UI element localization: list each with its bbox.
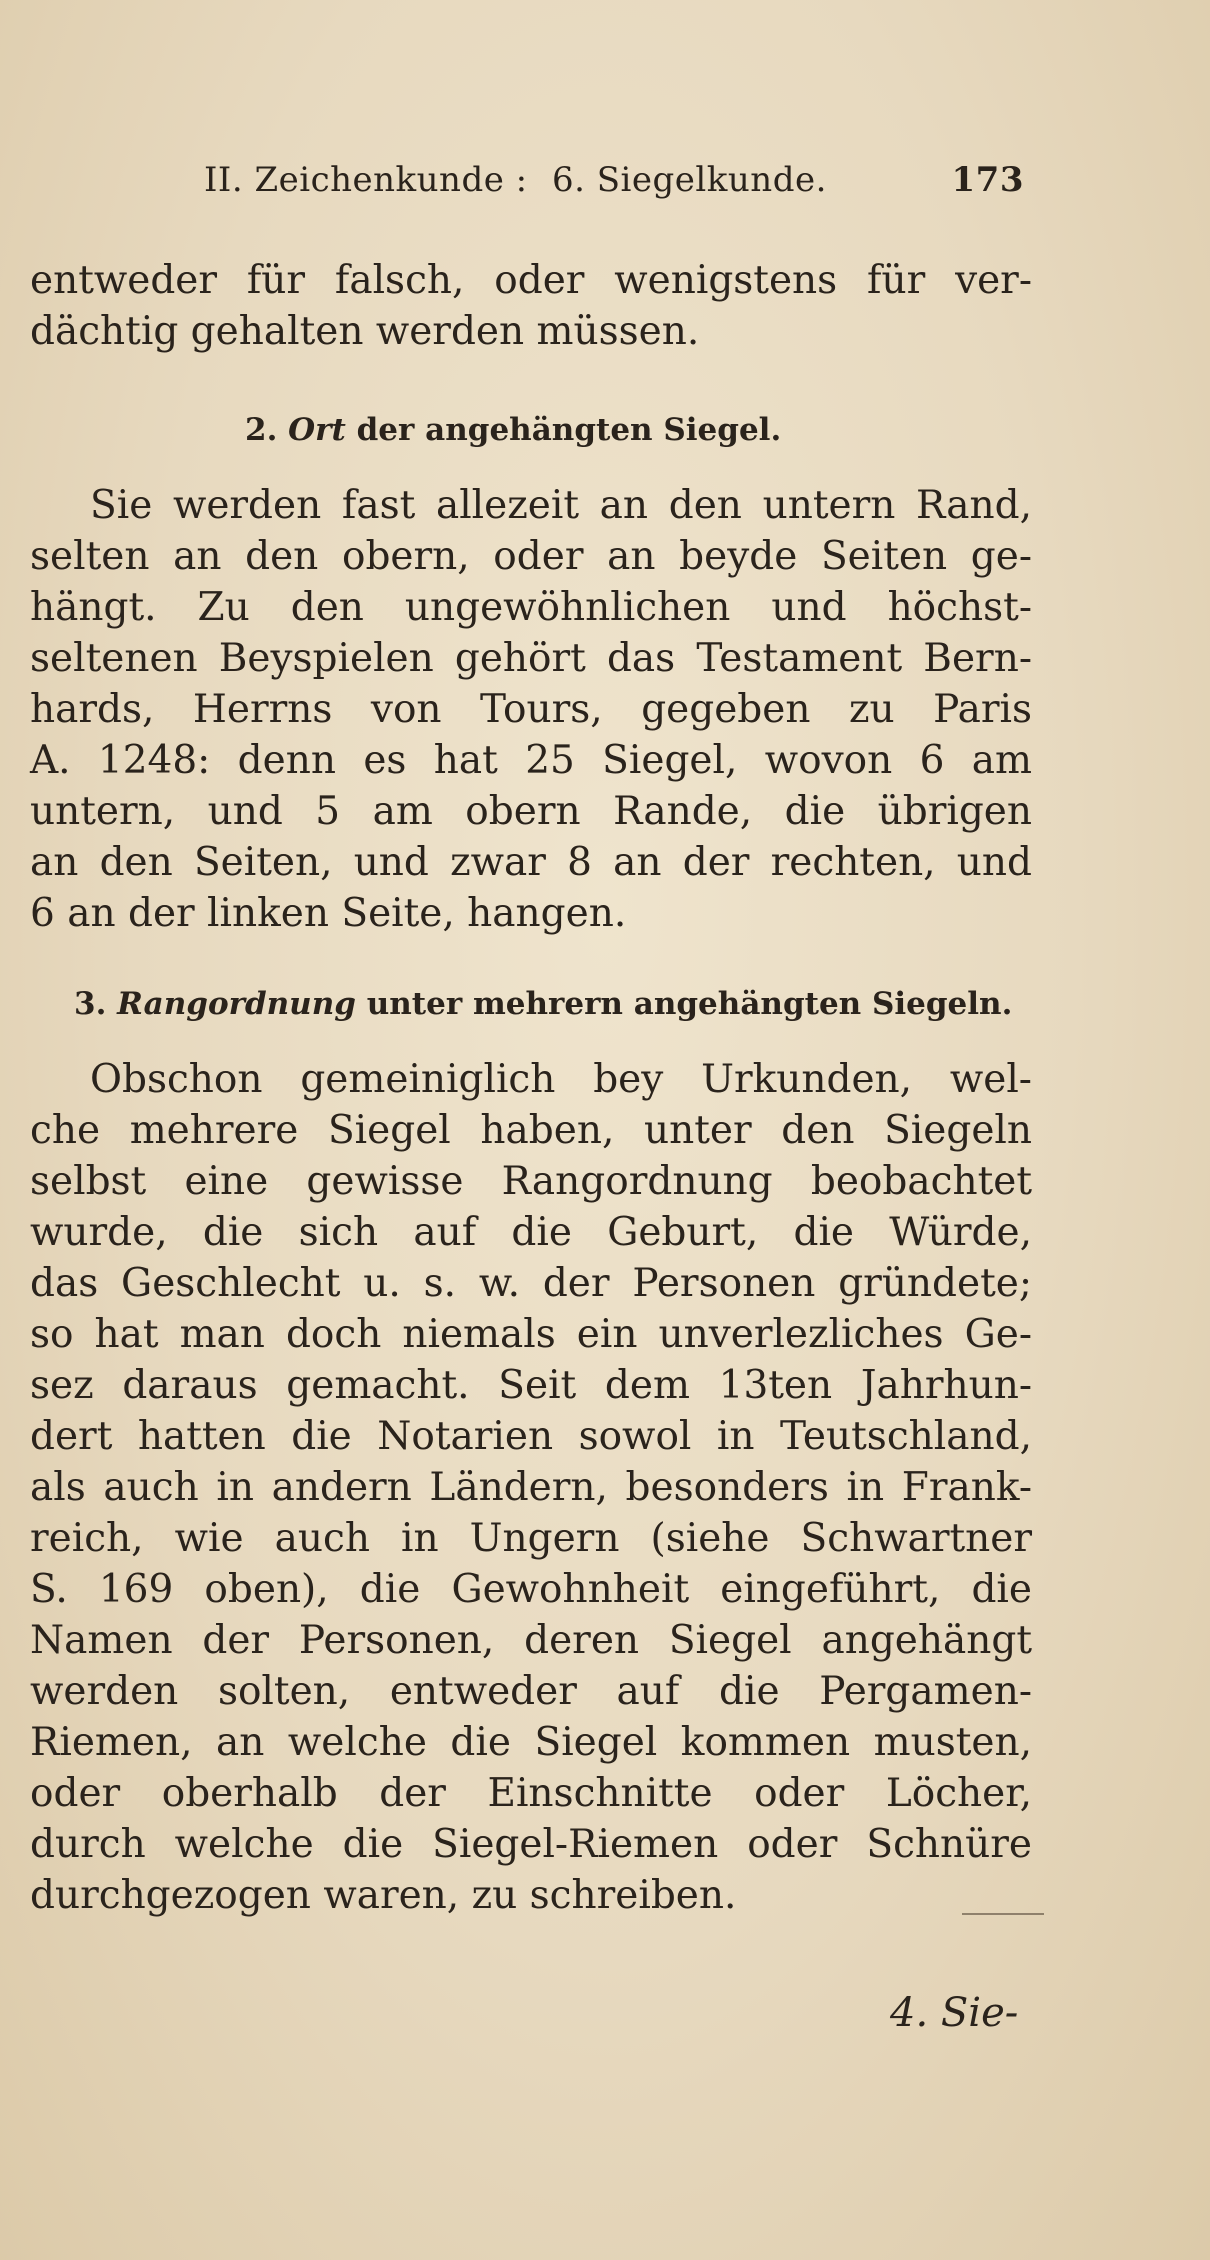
- text-line: 6 an der linken Seite, hangen.: [30, 891, 627, 936]
- catchword: 4. Sie-: [890, 1990, 1019, 2036]
- running-head-subsection: 6. Siegelkunde.: [552, 160, 827, 200]
- text-line: Sie werden fast allezeit an den untern Rand,: [90, 483, 1032, 528]
- section-title-rest: unter mehrern angehängten Siegeln.: [366, 986, 1013, 1022]
- section-heading-3: [74, 986, 1012, 1022]
- section-number: 3.: [74, 986, 107, 1022]
- text-line: das Geschlecht u. s. w. der Personen gründete;: [30, 1261, 1032, 1306]
- paragraph-2: [30, 480, 1032, 939]
- text-line: durchgezogen waren, zu schreiben.: [30, 1873, 737, 1918]
- text-line: dert hatten die Notarien sowol in Teutschland,: [30, 1414, 1032, 1459]
- section-title-rest: der angehängten Siegel.: [356, 412, 782, 448]
- text-line: selbst eine gewisse Rangordnung beobachtet: [30, 1159, 1032, 1204]
- text-line: S. 169 oben), die Gewohnheit eingeführt, die: [30, 1567, 1032, 1612]
- paragraph-3: [30, 1054, 1032, 1921]
- text-line: als auch in andern Ländern, besonders in Frank-: [30, 1465, 1032, 1510]
- running-head: [204, 160, 1024, 220]
- text-line: Namen der Personen, deren Siegel angehängt: [30, 1618, 1032, 1663]
- text-line: che mehrere Siegel haben, unter den Siegeln: [30, 1108, 1032, 1153]
- section-number: 2.: [245, 412, 278, 448]
- text-line: durch welche die Siegel-Riemen oder Schnüre: [30, 1822, 1032, 1867]
- text-line: dächtig gehalten werden müssen.: [30, 309, 700, 354]
- text-line: untern, und 5 am obern Rande, die übrigen: [30, 789, 1032, 834]
- section-title-italic: Ort: [288, 412, 346, 448]
- section-title-italic: Rangordnung: [117, 986, 356, 1022]
- text-line: hängt. Zu den ungewöhnlichen und höchst-: [30, 585, 1032, 630]
- text-line: oder oberhalb der Einschnitte oder Löcher,: [30, 1771, 1032, 1816]
- text-line: seltenen Beyspielen gehört das Testament Bern-: [30, 636, 1032, 681]
- section-heading-2: [245, 412, 781, 448]
- text-line: an den Seiten, und zwar 8 an der rechten, und: [30, 840, 1032, 885]
- text-line: wurde, die sich auf die Geburt, die Würde,: [30, 1210, 1032, 1255]
- text-line: werden solten, entweder auf die Pergamen-: [30, 1669, 1032, 1714]
- text-line: selten an den obern, oder an beyde Seiten ge-: [30, 534, 1032, 579]
- text-line: A. 1248: denn es hat 25 Siegel, wovon 6 am: [30, 738, 1032, 783]
- text-line: sez daraus gemacht. Seit dem 13ten Jahrhun-: [30, 1363, 1032, 1408]
- text-line: hards, Herrns von Tours, gegeben zu Paris: [30, 687, 1032, 732]
- text-line: so hat man doch niemals ein unverlezliches Ge-: [30, 1312, 1032, 1357]
- end-rule: [962, 1913, 1044, 1915]
- text-line: Obschon gemeiniglich bey Urkunden, wel-: [90, 1057, 1032, 1102]
- running-head-section: II. Zeichenkunde :: [204, 160, 528, 200]
- page-number: 173: [951, 160, 1024, 200]
- text-line: entweder für falsch, oder wenigstens für ver-: [30, 258, 1032, 303]
- text-line: reich, wie auch in Ungern (siehe Schwartner: [30, 1516, 1032, 1561]
- paragraph-1: [30, 255, 1032, 357]
- text-line: Riemen, an welche die Siegel kommen musten,: [30, 1720, 1032, 1765]
